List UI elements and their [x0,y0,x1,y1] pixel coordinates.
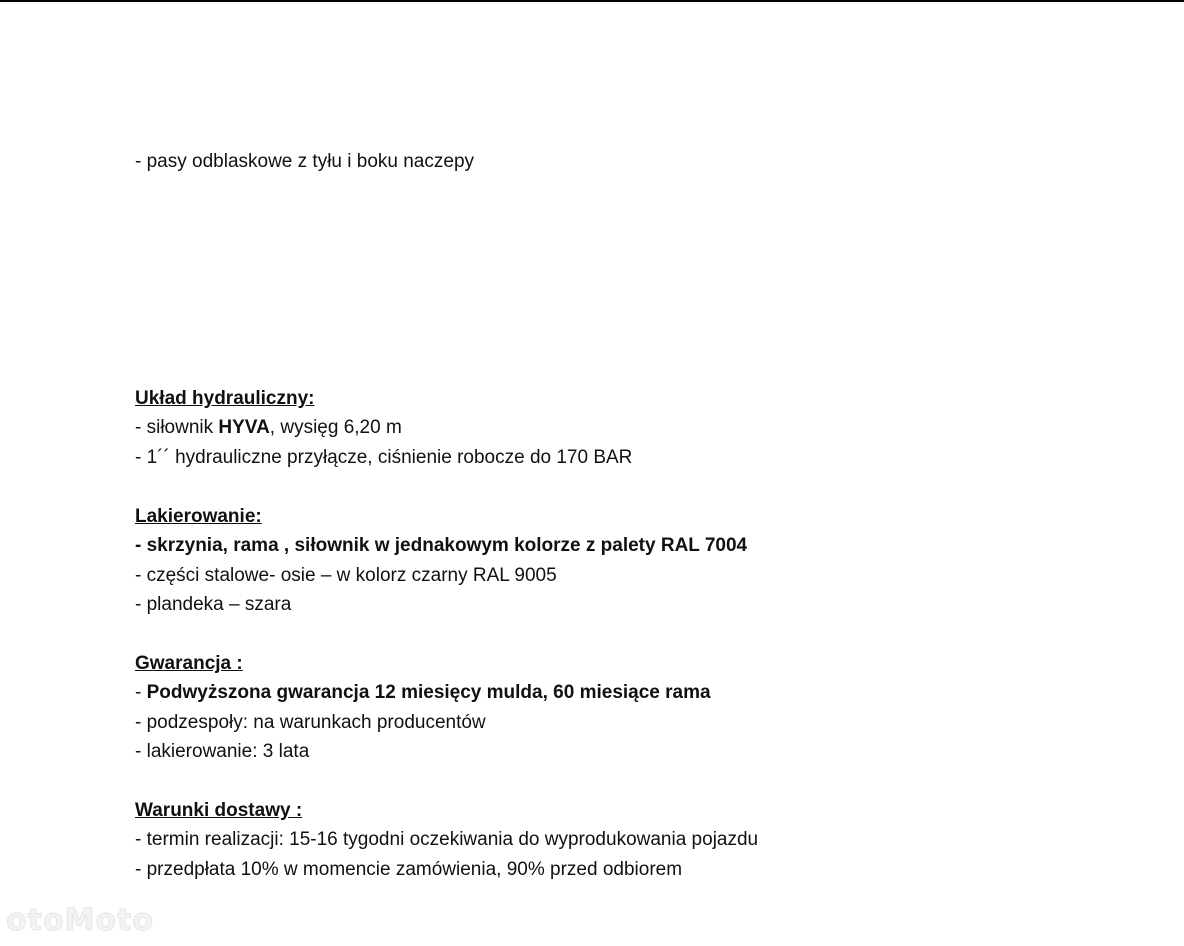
otomoto-watermark: otoMoto [6,903,154,938]
cylinder-brand: HYVA [218,417,270,438]
delivery-heading: Warunki dostawy : [135,800,303,821]
hydraulics-connector-line: - 1´´ hydrauliczne przyłącze, ciśnienie robocze do 170 BAR [135,447,633,468]
reflective-stripes-line: - pasy odblaskowe z tyłu i boku naczepy [135,151,475,172]
warranty-extended-text: Podwyższona gwarancja 12 miesięcy mulda, 60 miesiące rama [146,682,711,703]
hydraulics-cylinder-line [135,416,402,440]
delivery-lead-time-line: - termin realizacji: 15-16 tygodni oczekiwania do wyprodukowania pojazdu [135,829,759,850]
painting-steel-parts-line: - części stalowe- osie – w kolorz czarny RAL 9005 [135,565,557,586]
warranty-painting-line: - lakierowanie: 3 lata [135,741,310,762]
hydraulics-heading: Układ hydrauliczny: [135,388,315,409]
warranty-heading: Gwarancja : [135,653,243,674]
warranty-extended-line [135,681,711,705]
warranty-components-line: - podzespoły: na warunkach producentów [135,712,486,733]
cylinder-suffix: , wysięg 6,20 m [269,417,402,438]
painting-tarp-line: - plandeka – szara [135,594,292,615]
painting-main-color-line: - skrzynia, rama , siłownik w jednakowym kolorze z palety RAL 7004 [135,535,748,556]
top-border-line [0,0,1184,2]
painting-heading: Lakierowanie: [135,506,262,527]
cylinder-prefix: - siłownik [135,417,219,438]
warranty-extended-prefix: - [135,682,147,703]
delivery-payment-line: - przedpłata 10% w momencie zamówienia, 90% przed odbiorem [135,859,683,880]
